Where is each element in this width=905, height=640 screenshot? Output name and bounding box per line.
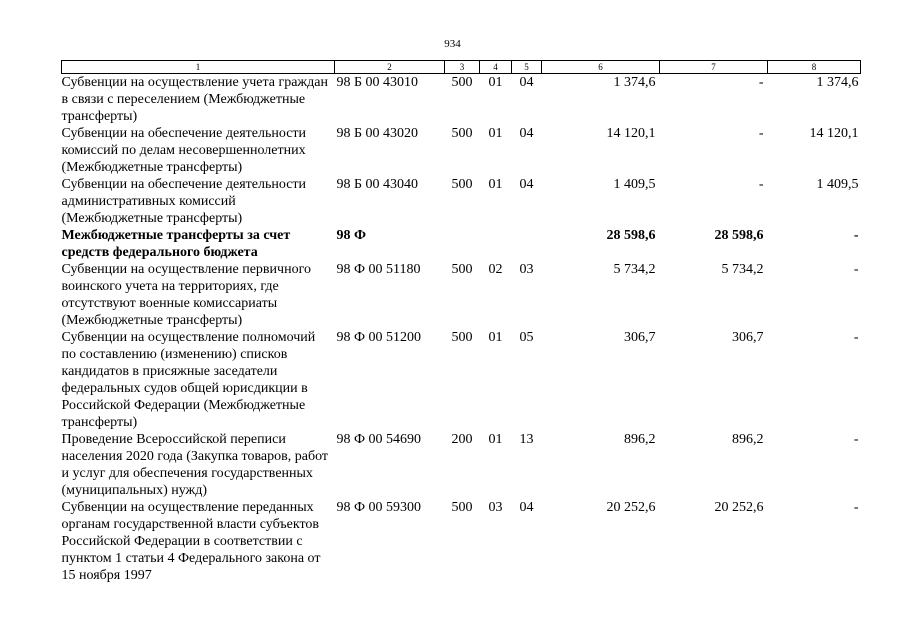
row-c6: 28 598,6 [606, 228, 656, 243]
row-c7: - [758, 126, 764, 141]
row-c4: 01 [488, 75, 503, 90]
row-c3: 500 [451, 126, 473, 141]
row-c4: 01 [488, 330, 503, 345]
row-c4: 01 [488, 177, 503, 192]
row-c5 [512, 227, 542, 261]
table-row [62, 329, 861, 431]
row-c8: - [853, 500, 859, 515]
row-c7: 306,7 [732, 330, 764, 345]
budget-table [61, 60, 861, 584]
row-c7: 20 252,6 [714, 500, 764, 515]
row-c7: - [758, 177, 764, 192]
row-c3: 500 [451, 330, 473, 345]
table-row [62, 431, 861, 499]
row-c3: 200 [451, 432, 473, 447]
row-name: Субвенции на осуществление переданных органам государственной власти субъектов Российской Федерации в соответствии с пунктом 1 статьи 4 Федерального закона от 15 ноября 1997 [61, 500, 321, 583]
row-name: Субвенции на осуществление полномочий по составлению (изменению) списков кандидатов в присяжные заседатели федеральных судов общей юрисдикции в Российской Федерации (Межбюджетные трансферты) [61, 330, 316, 430]
page-number: 934 [444, 38, 461, 50]
row-c7: 896,2 [732, 432, 764, 447]
row-c3: 500 [451, 262, 473, 277]
column-header: 7 [660, 61, 768, 74]
row-c8: 1 409,5 [816, 177, 859, 192]
row-c6: 896,2 [624, 432, 656, 447]
row-name: Субвенции на обеспечение деятельности комиссий по делам несовершеннолетних (Межбюджетные трансферты) [61, 126, 307, 175]
row-c3: 500 [451, 500, 473, 515]
column-header: 8 [768, 61, 861, 74]
column-header: 2 [335, 61, 445, 74]
row-c4: 02 [488, 262, 503, 277]
column-header: 5 [512, 61, 542, 74]
table-row [62, 261, 861, 329]
row-c5: 05 [519, 330, 534, 345]
row-code: 98 Ф [336, 228, 367, 243]
row-c7: 5 734,2 [721, 262, 764, 277]
row-c8: - [853, 262, 859, 277]
row-c5: 04 [519, 500, 534, 515]
row-c6: 1 409,5 [613, 177, 656, 192]
row-code: 98 Б 00 43010 [336, 75, 419, 90]
row-c3: 500 [451, 177, 473, 192]
row-name: Субвенции на осуществление учета граждан в связи с переселением (Межбюджетные трансферты) [61, 75, 328, 124]
row-c7: 28 598,6 [714, 228, 764, 243]
row-name: Субвенции на осуществление первичного воинского учета на территориях, где отсутствуют военные комиссариаты (Межбюджетные трансферты) [61, 262, 311, 328]
column-header: 3 [445, 61, 480, 74]
column-header: 1 [62, 61, 335, 74]
table-row [62, 74, 861, 126]
table-header-row [62, 61, 861, 74]
row-name: Субвенции на обеспечение деятельности административных комиссий (Межбюджетные трансферты) [61, 177, 307, 226]
column-header: 6 [542, 61, 660, 74]
row-code: 98 Ф 00 59300 [336, 500, 422, 515]
row-code: 98 Ф 00 51200 [336, 330, 422, 345]
row-c3 [445, 227, 480, 261]
table-row [62, 176, 861, 227]
row-c6: 5 734,2 [613, 262, 656, 277]
row-c6: 20 252,6 [606, 500, 656, 515]
row-c8: 14 120,1 [809, 126, 859, 141]
table-row-section [62, 227, 861, 261]
row-c5: 04 [519, 75, 534, 90]
row-c5: 13 [519, 432, 534, 447]
column-header: 4 [480, 61, 512, 74]
row-c8: - [853, 432, 859, 447]
row-c5: 04 [519, 126, 534, 141]
row-c8: - [853, 228, 859, 243]
row-c3: 500 [451, 75, 473, 90]
row-name: Проведение Всероссийской переписи населения 2020 года (Закупка товаров, работ и услуг для обеспечения государственных (муниципальных) нужд) [61, 432, 328, 498]
row-c4: 03 [488, 500, 503, 515]
row-c8: - [853, 330, 859, 345]
row-c6: 14 120,1 [606, 126, 656, 141]
row-c4 [480, 227, 512, 261]
row-code: 98 Б 00 43040 [336, 177, 419, 192]
row-code: 98 Ф 00 54690 [336, 432, 422, 447]
row-c4: 01 [488, 126, 503, 141]
row-code: 98 Б 00 43020 [336, 126, 419, 141]
row-c4: 01 [488, 432, 503, 447]
row-c8: 1 374,6 [816, 75, 859, 90]
row-code: 98 Ф 00 51180 [336, 262, 421, 277]
row-c7: - [758, 75, 764, 90]
row-c6: 1 374,6 [613, 75, 656, 90]
row-c6: 306,7 [624, 330, 656, 345]
row-c5: 03 [519, 262, 534, 277]
row-c5: 04 [519, 177, 534, 192]
table-row [62, 125, 861, 176]
table-row [62, 499, 861, 584]
row-name: Межбюджетные трансферты за счет средств федерального бюджета [61, 228, 291, 260]
